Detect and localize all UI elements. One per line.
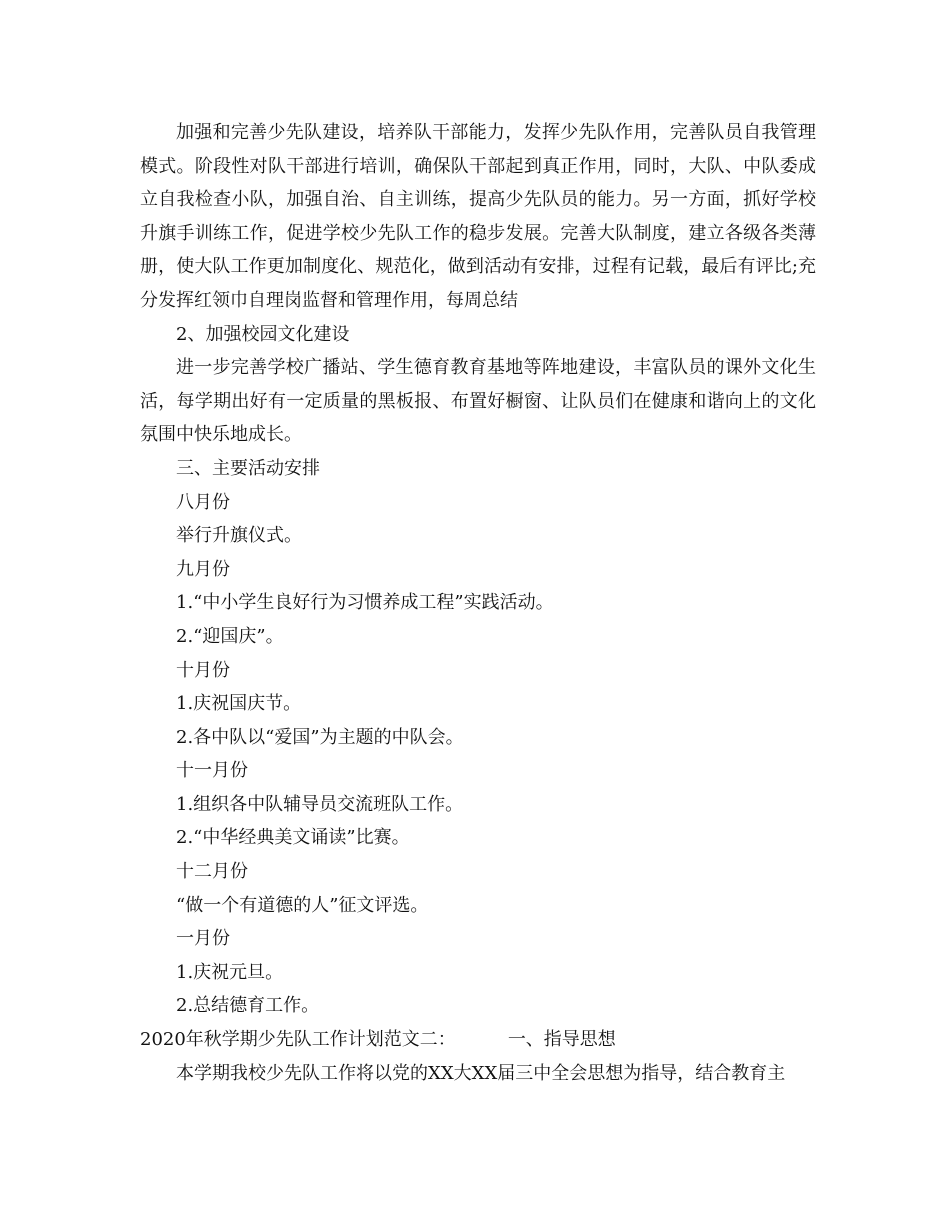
- activity-item: 1.庆祝国庆节。: [176, 693, 302, 715]
- section-heading: 一、指导思想: [507, 1029, 616, 1051]
- heading-main-activities: 三、主要活动安排: [176, 457, 320, 479]
- activity-item: 举行升旗仪式。: [176, 525, 302, 547]
- section-title-line: [140, 1023, 816, 1057]
- month-label: 一月份: [176, 928, 230, 950]
- document-body: [140, 116, 816, 1090]
- activity-item: 2.总结德育工作。: [176, 995, 320, 1017]
- month-label: 十一月份: [176, 760, 248, 782]
- activity-item: 2.“迎国庆”。: [176, 625, 284, 647]
- activity-item: 1.组织各中队辅导员交流班队工作。: [176, 793, 464, 815]
- paragraph-guiding-thought: 本学期我校少先队工作将以党的XX大XX届三中全会思想为指导，结合教育主: [176, 1062, 786, 1084]
- month-label: 十月份: [176, 659, 230, 681]
- activity-item: 2.“中华经典美文诵读”比赛。: [176, 827, 410, 849]
- activity-item: 2.各中队以“爱国”为主题的中队会。: [176, 726, 464, 748]
- month-label: 八月份: [176, 491, 230, 513]
- activity-item: “做一个有道德的人”征文评选。: [176, 894, 429, 916]
- month-label: 十二月份: [176, 861, 248, 883]
- month-label: 九月份: [176, 558, 230, 580]
- heading-campus-culture: 2、加强校园文化建设: [176, 323, 350, 345]
- paragraph-team-building: 加强和完善少先队建设，培养队干部能力，发挥少先队作用，完善队员自我管理模式。阶段性对队干部进行培训，确保队干部起到真正作用，同时，大队、中队委成立自我检查小队，加强自治、自主训练，提高少先队员的能力。另一方面，抓好学校升旗手训练工作，促进学校少先队工作的稳步发展。完善大队制度，建立各级各类薄册，使大队工作更加制度化、规范化，做到活动有安排，过程有记载，最后有评比;充分发挥红领巾自理岗监督和管理作用，每周总结: [140, 122, 816, 311]
- section-title: 2020年秋学期少先队工作计划范文二：: [140, 1029, 456, 1051]
- activity-item: 1.庆祝元旦。: [176, 961, 284, 983]
- paragraph-campus-culture: 进一步完善学校广播站、学生德育教育基地等阵地建设，丰富队员的课外文化生活，每学期出好有一定质量的黑板报、布置好橱窗、让队员们在健康和谐向上的文化氛围中快乐地成长。: [140, 357, 816, 446]
- activity-item: 1.“中小学生良好行为习惯养成工程”实践活动。: [176, 592, 554, 614]
